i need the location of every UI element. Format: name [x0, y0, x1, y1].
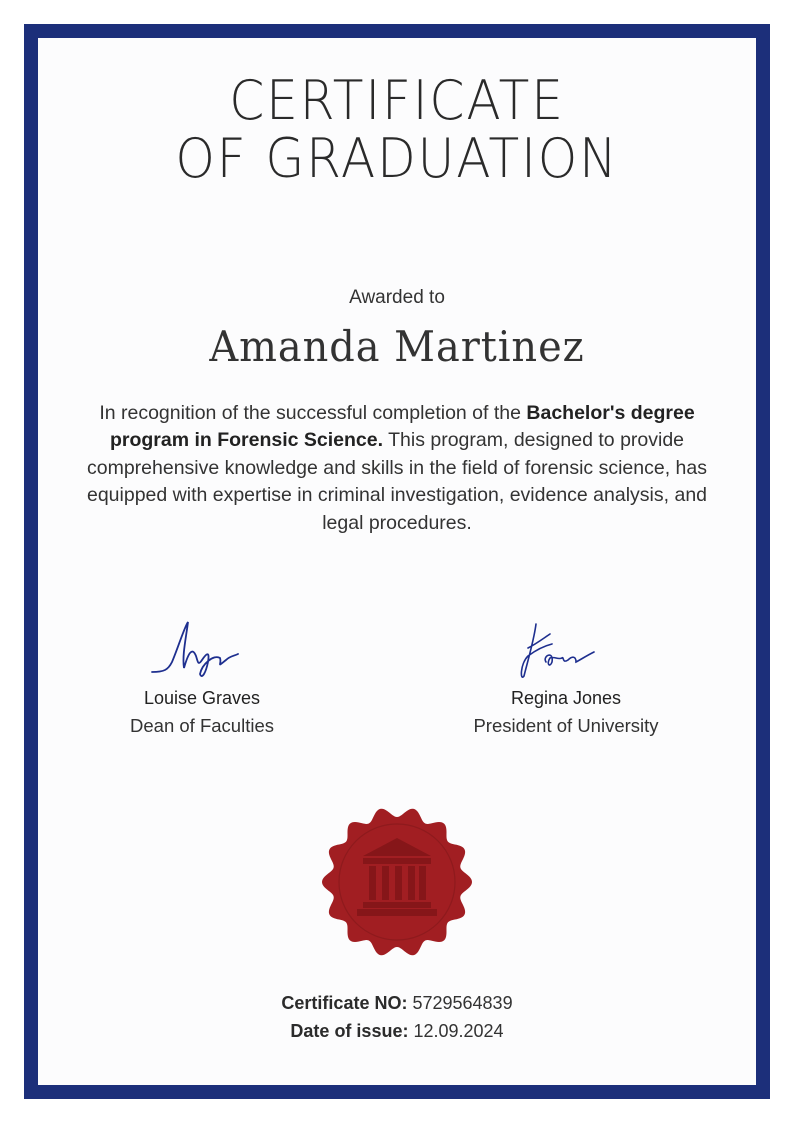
awarded-to-label: Awarded to [349, 287, 445, 308]
signatory-left [52, 616, 352, 737]
signatory-role: President of University [473, 715, 659, 736]
certificate-number: Certificate NO: 5729564839 [281, 993, 513, 1013]
title-line-2: OF GRADUATION [175, 127, 619, 190]
signature-icon [506, 616, 626, 682]
signatory-name: Regina Jones [510, 688, 622, 708]
recipient-name: Amanda Martinez [209, 322, 585, 371]
wax-seal [320, 805, 474, 964]
issue-date: Date of issue: 12.09.2024 [290, 1021, 504, 1041]
signatory-right [416, 616, 716, 737]
seal-icon [320, 805, 474, 959]
signatory-role: Dean of Faculties [130, 715, 274, 736]
title-line-1: CERTIFICATE [229, 69, 565, 132]
signature-icon [142, 616, 262, 682]
certificate-description [0, 400, 794, 537]
description-rest: This program, designed to provide comprehensive knowledge and skills in the field of forensic science, has equipped with expertise in criminal investigation, evidence analysis, and legal procedures. [86, 429, 708, 534]
certificate-meta [0, 989, 794, 1045]
certificate-title [28, 69, 766, 190]
program-name: Bachelor's degree program in Forensic Science. [109, 402, 695, 452]
signatory-name: Louise Graves [143, 688, 261, 708]
description-intro: In recognition of the successful completion of the [99, 402, 527, 424]
